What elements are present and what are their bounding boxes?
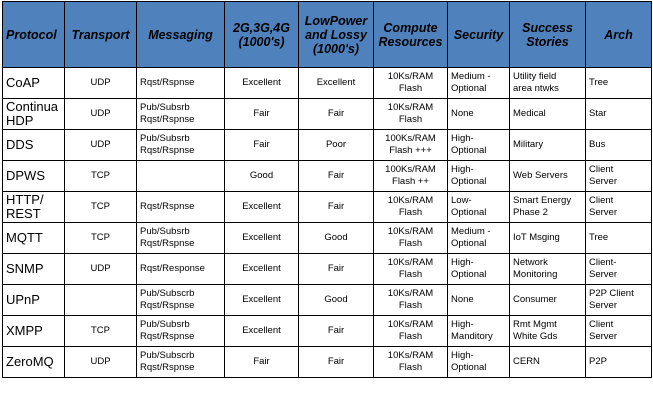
cell-line: Flash [398, 207, 423, 218]
cell-line: UPnP [6, 292, 40, 307]
cell-line: Monitoring [513, 269, 558, 280]
cell-line: Rqst/Rspnse [140, 300, 195, 311]
table-row [3, 130, 652, 161]
cell-success [510, 347, 586, 378]
cell-line: Smart Energy [513, 195, 572, 206]
cell-line: 10Ks/RAM [387, 319, 434, 330]
cell-line: Flash [398, 114, 423, 125]
cell-arch [586, 254, 652, 285]
cell-line: Rqst/Rspnse [140, 145, 195, 156]
cell-security [448, 285, 510, 316]
cell-line: 10Ks/RAM [387, 195, 434, 206]
cell-line: area ntwks [513, 83, 559, 94]
cell-arch [586, 285, 652, 316]
cell-protocol [3, 285, 65, 316]
cell-arch [586, 68, 652, 99]
header-line: Messaging [148, 27, 213, 42]
cell-protocol [3, 316, 65, 347]
cell-line: Medium - [451, 226, 491, 237]
cell-line: Military [513, 139, 544, 150]
cell-line: Consumer [513, 294, 557, 305]
cell-line: 10Ks/RAM [387, 350, 434, 361]
cell-line: HTTP/ [6, 192, 44, 207]
header-line: and Lossy [305, 27, 367, 42]
cell-protocol [3, 161, 65, 192]
cell-line: Client- [589, 257, 617, 268]
cell-lowpower: Good [299, 285, 374, 316]
table-row [3, 68, 652, 99]
cell-arch [586, 347, 652, 378]
cell-compute [374, 347, 448, 378]
cell-line: Client [589, 195, 614, 206]
cell-line: Flash [398, 300, 423, 311]
header-line: (1000's) [238, 34, 285, 49]
table-row [3, 223, 652, 254]
cell-line: ZeroMQ [6, 354, 54, 369]
cell-line: Tree [589, 232, 609, 243]
cell-transport: TCP [65, 192, 137, 223]
column-header-lowpower [299, 2, 374, 68]
cell-line: Continua [6, 99, 59, 114]
cell-compute [374, 99, 448, 130]
cell-transport: UDP [65, 347, 137, 378]
cell-line: Rqst/Response [140, 263, 205, 274]
cell-line: Rqst/Rspnse [140, 201, 195, 212]
cell-line: DPWS [6, 168, 45, 183]
cell-line: Medical [513, 108, 546, 119]
column-header-messaging [137, 2, 225, 68]
cell-line: Phase 2 [513, 207, 548, 218]
cell-success [510, 99, 586, 130]
cell-line: DDS [6, 137, 34, 152]
cell-line: Rqst/Rspnse [140, 77, 195, 88]
cell-security [448, 68, 510, 99]
cell-cellular: Excellent [225, 254, 299, 285]
cell-security [448, 192, 510, 223]
cell-arch [586, 192, 652, 223]
cell-success [510, 68, 586, 99]
cell-line: 10Ks/RAM [387, 226, 434, 237]
column-header-security [448, 2, 510, 68]
cell-transport: UDP [65, 254, 137, 285]
cell-transport: TCP [65, 316, 137, 347]
header-line: (1000's) [312, 41, 360, 56]
cell-line: Server [589, 207, 617, 218]
cell-compute [374, 130, 448, 161]
cell-line: CoAP [6, 75, 40, 90]
cell-line: High- [451, 319, 474, 330]
table-header [3, 2, 652, 68]
cell-success [510, 161, 586, 192]
cell-line: Rmt Mgmt [513, 319, 557, 330]
cell-compute [374, 285, 448, 316]
cell-security [448, 161, 510, 192]
cell-line: Optional [451, 238, 487, 249]
cell-line: 10Ks/RAM [387, 257, 434, 268]
cell-success [510, 316, 586, 347]
header-line: Compute [383, 20, 438, 35]
cell-line: Rqst/Rspnse [140, 331, 195, 342]
cell-compute [374, 223, 448, 254]
cell-line: Rqst/Rspnse [140, 362, 195, 373]
cell-cellular: Good [225, 161, 299, 192]
cell-lowpower: Poor [299, 130, 374, 161]
cell-line: Client [589, 164, 614, 175]
cell-line: Flash [398, 83, 423, 94]
cell-success [510, 192, 586, 223]
cell-cellular: Excellent [225, 68, 299, 99]
cell-arch [586, 223, 652, 254]
cell-security [448, 130, 510, 161]
column-header-success [510, 2, 586, 68]
column-header-cellular [225, 2, 299, 68]
cell-line: Pub/Subscrb [140, 350, 195, 361]
cell-cellular: Fair [225, 347, 299, 378]
cell-security [448, 316, 510, 347]
cell-line: Rqst/Rspnse [140, 238, 195, 249]
cell-line: Bus [589, 139, 606, 150]
cell-compute [374, 192, 448, 223]
cell-line: Web Servers [513, 170, 568, 181]
cell-line: Server [589, 300, 617, 311]
protocol-comparison-table [2, 1, 652, 378]
cell-lowpower: Fair [299, 192, 374, 223]
cell-line: 10Ks/RAM [387, 102, 434, 113]
cell-protocol [3, 99, 65, 130]
cell-success [510, 130, 586, 161]
cell-line: 100Ks/RAM [385, 164, 436, 175]
cell-protocol [3, 130, 65, 161]
cell-line: 10Ks/RAM [387, 71, 434, 82]
cell-line: XMPP [6, 323, 43, 338]
cell-messaging [137, 99, 225, 130]
cell-protocol [3, 254, 65, 285]
cell-messaging [137, 161, 225, 192]
cell-messaging [137, 130, 225, 161]
cell-success [510, 254, 586, 285]
cell-security [448, 223, 510, 254]
table-row [3, 254, 652, 285]
cell-line: Flash [398, 269, 423, 280]
cell-line: Low- [451, 195, 472, 206]
cell-line: None [451, 108, 474, 119]
cell-line: Pub/Subsrb [140, 226, 190, 237]
cell-transport [65, 285, 137, 316]
cell-cellular: Fair [225, 130, 299, 161]
table-row [3, 316, 652, 347]
header-line: Arch [604, 27, 633, 42]
cell-protocol [3, 223, 65, 254]
table-body [3, 68, 652, 378]
cell-line: Network [513, 257, 548, 268]
cell-transport: UDP [65, 68, 137, 99]
cell-success [510, 285, 586, 316]
header-line: Stories [526, 34, 569, 49]
cell-line: Optional [451, 145, 487, 156]
cell-line: Server [589, 176, 617, 187]
cell-line: 10Ks/RAM [387, 288, 434, 299]
cell-security [448, 99, 510, 130]
cell-line: Pub/Subsrb [140, 102, 190, 113]
cell-transport: TCP [65, 223, 137, 254]
cell-lowpower: Good [299, 223, 374, 254]
cell-compute [374, 316, 448, 347]
cell-messaging [137, 254, 225, 285]
cell-cellular: Excellent [225, 316, 299, 347]
cell-line: Flash [398, 362, 423, 373]
cell-line: Star [589, 108, 607, 119]
column-header-transport [65, 2, 137, 68]
cell-line: High- [451, 164, 474, 175]
cell-cellular: Excellent [225, 223, 299, 254]
cell-line: CERN [513, 356, 540, 367]
cell-line: REST [6, 206, 41, 221]
cell-line: 100Ks/RAM [385, 133, 436, 144]
cell-protocol [3, 192, 65, 223]
cell-line: Optional [451, 176, 487, 187]
cell-line: Optional [451, 83, 487, 94]
cell-line: Pub/Subscrb [140, 288, 195, 299]
cell-transport: UDP [65, 99, 137, 130]
cell-line: Flash +++ [389, 145, 432, 156]
cell-line: Pub/Subsrb [140, 319, 190, 330]
cell-line: High- [451, 133, 474, 144]
header-row [3, 2, 652, 68]
header-line: Resources [378, 34, 443, 49]
cell-success [510, 223, 586, 254]
cell-line: Utility field [513, 71, 557, 82]
cell-line: HDP [6, 113, 34, 128]
column-header-protocol [3, 2, 65, 68]
cell-cellular: Excellent [225, 285, 299, 316]
header-line: 2G,3G,4G [233, 20, 290, 35]
cell-security [448, 254, 510, 285]
cell-line: P2P [589, 356, 607, 367]
header-line: LowPower [304, 13, 368, 28]
header-line: Security [453, 27, 504, 42]
cell-security [448, 347, 510, 378]
cell-compute [374, 254, 448, 285]
cell-messaging [137, 347, 225, 378]
cell-messaging [137, 316, 225, 347]
header-line: Transport [71, 27, 130, 42]
column-header-compute [374, 2, 448, 68]
cell-arch [586, 99, 652, 130]
cell-lowpower: Fair [299, 161, 374, 192]
cell-protocol [3, 68, 65, 99]
table-row [3, 347, 652, 378]
cell-line: Server [589, 269, 617, 280]
cell-arch [586, 316, 652, 347]
cell-transport: TCP [65, 161, 137, 192]
cell-cellular: Fair [225, 99, 299, 130]
cell-messaging [137, 223, 225, 254]
cell-lowpower: Fair [299, 316, 374, 347]
cell-line: Flash [398, 238, 423, 249]
cell-messaging [137, 68, 225, 99]
cell-messaging [137, 285, 225, 316]
cell-line: Manditory [451, 331, 493, 342]
cell-lowpower: Excellent [299, 68, 374, 99]
header-line: Success [522, 20, 573, 35]
cell-protocol [3, 347, 65, 378]
column-header-arch [586, 2, 652, 68]
table-row [3, 285, 652, 316]
cell-arch [586, 130, 652, 161]
cell-line: Client [589, 319, 614, 330]
cell-line: P2P Client [589, 288, 634, 299]
cell-messaging [137, 192, 225, 223]
cell-compute [374, 161, 448, 192]
cell-line: Optional [451, 207, 487, 218]
cell-line: High- [451, 350, 474, 361]
cell-line: Optional [451, 269, 487, 280]
cell-line: Server [589, 331, 617, 342]
cell-line: Medium - [451, 71, 491, 82]
cell-arch [586, 161, 652, 192]
cell-line: MQTT [6, 230, 43, 245]
cell-line: SNMP [6, 261, 44, 276]
cell-line: Flash [398, 331, 423, 342]
cell-line: None [451, 294, 474, 305]
cell-line: Pub/Subsrb [140, 133, 190, 144]
table-row [3, 192, 652, 223]
header-line: Protocol [6, 27, 57, 42]
cell-lowpower: Fair [299, 347, 374, 378]
cell-line: High- [451, 257, 474, 268]
cell-lowpower: Fair [299, 99, 374, 130]
cell-line: Optional [451, 362, 487, 373]
cell-line: Rqst/Rspnse [140, 114, 195, 125]
cell-lowpower: Fair [299, 254, 374, 285]
cell-line: IoT Msging [513, 232, 560, 243]
cell-compute [374, 68, 448, 99]
cell-line: Flash ++ [392, 176, 429, 187]
cell-line: White Gds [513, 331, 558, 342]
cell-line: Tree [589, 77, 609, 88]
table-row [3, 161, 652, 192]
cell-cellular: Excellent [225, 192, 299, 223]
cell-transport: UDP [65, 130, 137, 161]
table-row [3, 99, 652, 130]
